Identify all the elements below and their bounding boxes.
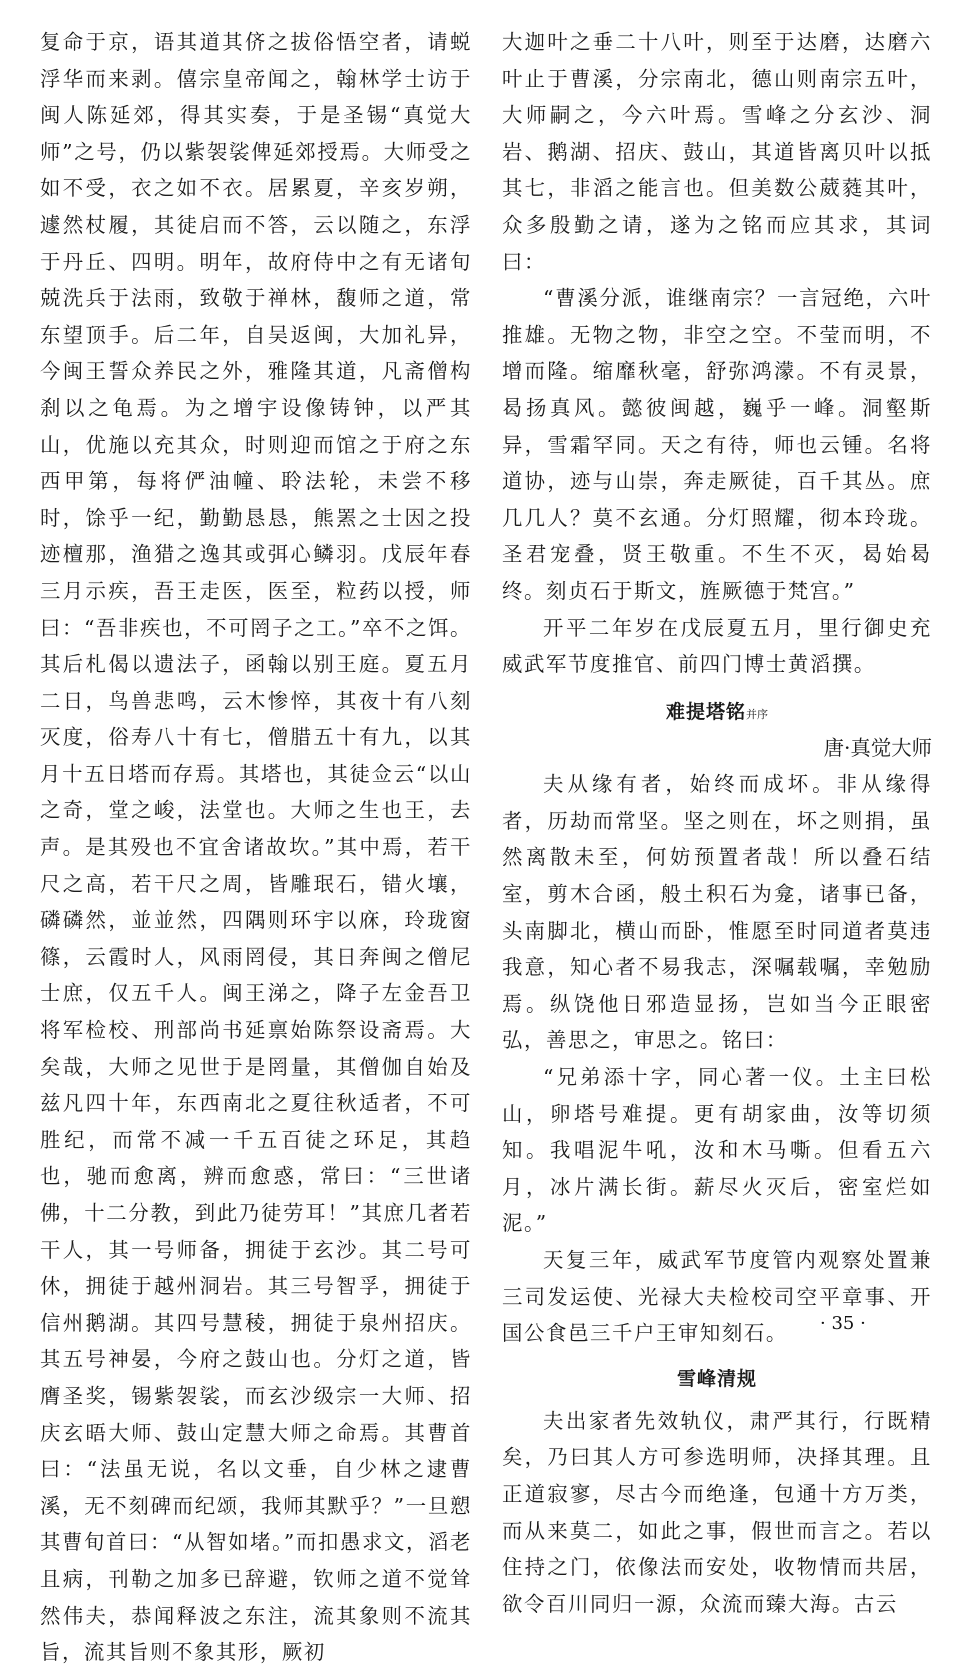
author-line: 唐·真觉大师 — [823, 735, 932, 760]
left-column-text: 复命于京，语其道其侪之拔俗悟空者，请蜕浮华而来剥。僖宗皇帝闻之，翰林学士访于闽人陈延郊，得其实奏，于是圣锡“真觉大师”之号，仍以紫袈裟俾延郊授焉。大师受之如不受，衣之如不衣。居累夏，辛亥岁朔，遽然杖履，其徒启而不答，云以随之，东浮于丹丘、四明。明年，故府侍中之有无诸旬兢洗兵于法雨，致敬于禅林，馥师之道，常东望顶手。后二年，自吴返闽，大加礼异，今闽王誓众养民之外，雅隆其道，凡斋僧构刹以之龟焉。为之增宇设像铸钟，以严其山，优施以充其众，时则迎而馆之于府之东西甲第，每将俨油幢、聆法轮，未尝不移时，馀乎一纪，勤勤恳恳，熊罴之士因之投迹檀那，渔猎之逸其或弭心鳞羽。戊辰年春三月示疾，吾王走医，医至，粒药以授，师曰：“吾非疾也，不可罔子之工。”卒不之饵。其后札偈以遗法子，函翰以别王庭。夏五月二日，鸟兽悲鸣，云木惨悴，其夜十有八刻灭度，俗寿八十有七，僧腊五十有九，以其月十五日塔而存焉。其塔也，其徒佥云“以山之奇，堂之峻，法堂也。大师之生也王，去声。是其殁也不宜舍诸故坎。”其中焉，若干尺之高，若干尺之周，皆雕珉石，错火壤，磷磷然，並並然，四隅则环宇以庥，玲珑窗篠，云霞时人，风雨罔侵，其日奔闽之僧尼士庶，仅五千人。闽王涕之，降子左金吾卫将军检校、刑部尚书延禀始陈祭设斋焉。大矣哉，大师之见世于是罔量，其僧伽自始及兹凡四十年，东西南北之夏往秋适者，不可胜纪，而常不减一千五百徒之环足，其趋也，驰而愈离，辨而愈惑，常曰：“三世诸佛，十二分教，到此乃徒劳耳！”其庶几者若干人，其一号师备，拥徒于玄沙。其二号可休，拥徒于越州洞岩。其三号智孚，拥徒于信州鹅湖。其四号慧稜，拥徒于泉州招庆。其五号神晏，今府之鼓山也。分灯之道，皆膺圣奖，锡紫袈裟，而玄沙级宗一大师、招庆玄晤大师、鼓山定慧大师之命焉。其曹首曰：“法虽无说，名以文垂，自少林之逮曹溪，无不刻碑而纪颂，我师其默乎？”一旦愬其曹旬首曰：“从智如堵。”而扣愚求文，滔老且病，刊勒之加多已辞避，钦师之道不觉耸然伟夫，恭闻释波之东注，流其象则不流其旨，流其旨则不象其形，厥初 — [40, 30, 472, 1665]
paragraph-preface: 夫从缘有者，始终而成坏。非从缘得者，历劫而常坚。坚之则在，坏之则捐，虽然离散未至，何妨预置者哉！所以叠石结室，剪木合函，般土积石为龛，诸事已备，头南脚北，横山而卧，惟愿至时同道者莫违我意，知心者不易我志，深嘱载嘱，幸勉励焉。纵饶他日邪造显扬，岂如当今正眼密弘，善思之，审思之。铭曰： — [502, 772, 932, 1053]
left-column — [40, 24, 472, 1671]
section-heading-nanti-pagoda — [502, 697, 932, 724]
heading-title: 难提塔铭 — [665, 700, 746, 723]
paragraph-engraving-note: 天复三年，威武军节度管内观察处置兼三司发运使、光禄大夫检校司空平章事、开国公食邑三千户王审知刻石。 — [502, 1248, 932, 1346]
paragraph-inscription: “兄弟添十字，同心著一仪。土主曰松山，卵塔号难提。更有胡家曲，汝等切须知。我唱泥牛吼，汝和木马嘶。但看五六月，冰片满长街。薪尽火灭后，密室烂如泥。” — [502, 1065, 932, 1236]
right-column — [502, 24, 932, 1622]
paragraph-lineage: 大迦叶之垂二十八叶，则至于达磨，达磨六叶止于曹溪，分宗南北，德山则南宗五叶，大师嗣之，今六叶焉。雪峰之分玄沙、洞岩、鹅湖、招庆、鼓山，其道皆离贝叶以抵其七，非滔之能言也。但美数公葳蕤其叶，众多殷勤之请，遂为之铭而应其求，其词曰： — [502, 30, 932, 274]
heading-suffix: 并序 — [746, 707, 768, 721]
section-heading-xuefeng-rules: 雪峰清规 — [676, 1367, 757, 1390]
paragraph-colophon: 开平二年岁在戊辰夏五月，里行御史充威武军节度推官、前四门博士黄滔撰。 — [502, 615, 932, 677]
paragraph-rules: 夫出家者先效轨仪，肃严其行，行既精矣，乃曰其人方可参选明师，决择其理。且正道寂寥，尽古今而绝逢，包通十方万类，而从来莫二，如此之事，假世而言之。若以住持之门，依像法而安处，收物情而共居，欲令百川同归一源，众流而臻大海。古云 — [502, 1408, 932, 1616]
page-number: · 35 · — [820, 1313, 866, 1334]
paragraph-inscription-verse: “曹溪分派，谁继南宗？一言冠绝，六叶推雄。无物之物，非空之空。不莹而明，不增而隆。缩靡秋毫，舒弥鸿濛。不有灵景，曷扬真风。懿彼闽越，巍乎一峰。洞壑斯异，雪霜罕同。天之有待，师也云锺。名将道协，迹与山崇，奔走厥徒，百千其丛。庶几几人？莫不玄通。分灯照耀，彻本玲珑。圣君宠叠，贤王敬重。不生不灭，曷始曷终。刻贞石于斯文，旌厥德于梵宫。” — [502, 286, 932, 603]
